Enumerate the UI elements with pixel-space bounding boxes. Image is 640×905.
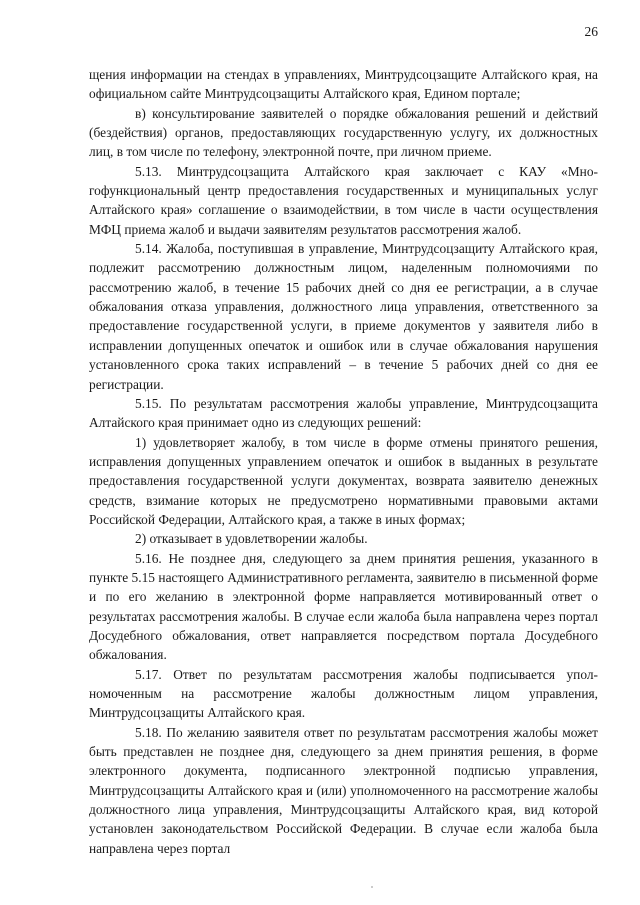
- paragraph-5-18: 5.18. По желанию заявителя ответ по результатам рассмотрения жалобы может быть представлен не позднее дня, следующего за днем принятия решения, в форме электронного документа, подписанного электронной подписью управления, Минтрудсоцзащиты Алтайского края и (или) уполномоченного на рассмотрение жалобы должностного лица управления, Минтрудсоцзащиты Алтайского края, вид которой установлен законодательством Российской Федерации. В случае если жалоба была направлена через портал: [89, 724, 598, 856]
- paragraph-item-v: в) консультирование заявителей о порядке обжалования решений и действий (бездействия) органов, предоставляющих государственную услугу, их должностных лиц, в том числе по телефону, электронной почте, при личном приеме.: [89, 105, 598, 160]
- paragraph-5-15: 5.15. По результатам рассмотрения жалобы управление, Минтрудсоцзащита Алтайского края принимает одно из следующих решений:: [89, 395, 598, 431]
- paragraph-5-15-item-2: 2) отказывает в удовлетворении жалобы.: [135, 531, 368, 547]
- paragraph-5-13: 5.13. Минтрудсоцзащита Алтайского края заключает с КАУ «Многофункциональный центр предоставления государственных и муниципальных услуг Алтайского края» соглашение о взаимодействии, в том числе в части осуществления МФЦ приема жалоб и выдачи заявителям результатов рассмотрения жалоб.: [89, 163, 598, 237]
- page-number: 26: [584, 24, 598, 39]
- paragraph-5-14: 5.14. Жалоба, поступившая в управление, Минтрудсоцзащиту Алтайского края, подлежит рассмотрению должностным лицом, наделенным полномочиями по рассмотрению жалоб, в течение 15 рабочих дней со дня ее регистрации, а в случае обжалования отказа управления, должностного лица управления, ответственного за предоставление государственной услуги, в приеме документов у заявителя либо в исправлении допущенных опечаток и ошибок или в случае обжалования нарушения установленного срока таких исправлений – в течение 5 рабочих дней со дня ее регистрации.: [89, 241, 598, 392]
- paragraph-continuation: щения информации на стендах в управлениях, Минтрудсоцзащите Алтайского края, на официальном сайте Минтрудсоцзащиты Алтайского края, Едином портале;: [89, 67, 598, 102]
- paragraph-5-15-item-1: 1) удовлетворяет жалобу, в том числе в форме отмены принятого решения, исправления допущенных управлением опечаток и ошибок в выданных в результате предоставления государственной услуги документах, возврата заявителю денежных средств, взимание которых не предусмотрено нормативными правовыми актами Российской Федерации, Алтайского края, а также в иных формах;: [89, 434, 598, 527]
- scan-speck: [371, 886, 373, 888]
- paragraph-5-17: 5.17. Ответ по результатам рассмотрения жалобы подписывается уполномоченным на рассмотрение жалобы должностным лицом управления, Минтрудсоцзащиты Алтайского края.: [89, 666, 598, 721]
- document-body: [89, 65, 598, 858]
- paragraph-5-16: 5.16. Не позднее дня, следующего за днем принятия решения, указанного в пункте 5.15 настоящего Административного регламента, заявителю в письменной форме и по его желанию в электронной форме направляется мотивированный ответ о результатах рассмотрения жалобы. В случае если жалоба была направлена через портал Досудебного обжалования, ответ направляется посредством портала Досудебного обжалования.: [89, 550, 598, 663]
